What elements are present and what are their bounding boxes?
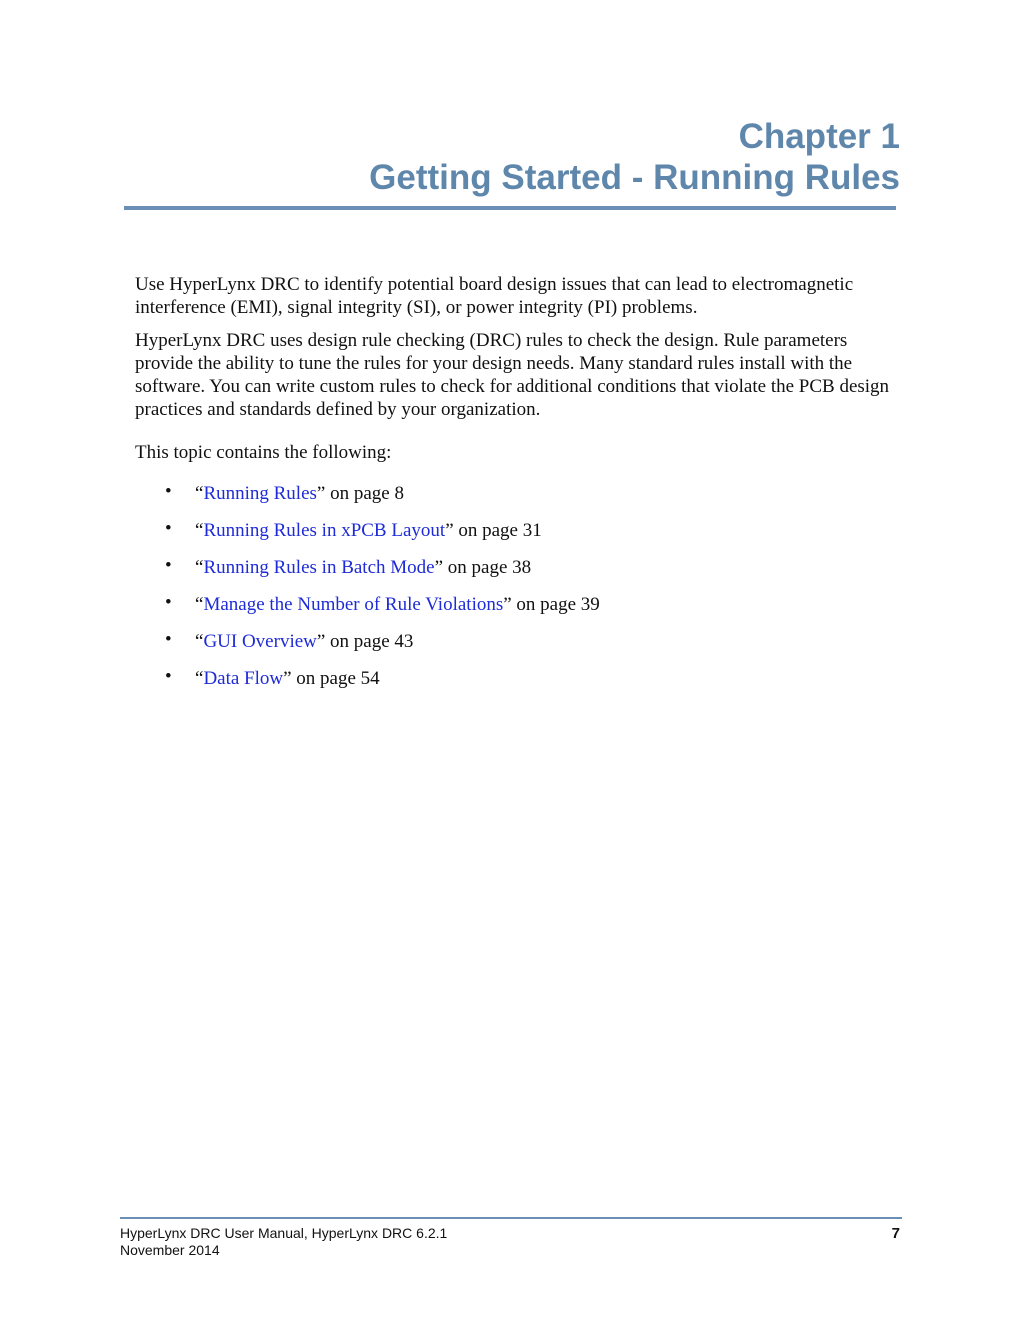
drc-paragraph: HyperLynx DRC uses design rule checking (DRC) rules to check the design. Rule parameters provide the ability to tune the rules for your design needs. Many standard rules install with the software. You can write custom rules to check for additional conditions that violate the PCB design practices and standards defined by your organization.: [135, 330, 890, 420]
page-reference: ” on page 31: [445, 520, 542, 541]
list-item: [135, 630, 905, 667]
bullet-icon: •: [165, 666, 172, 687]
list-item: [135, 667, 905, 704]
page-reference: ” on page 43: [316, 631, 414, 652]
list-item: [135, 593, 905, 630]
chapter-body: [135, 273, 905, 704]
footer-divider: [120, 1217, 902, 1219]
link-data-flow[interactable]: Data Flow: [203, 668, 284, 689]
link-running-rules-xpcb[interactable]: Running Rules in xPCB Layout: [203, 520, 446, 541]
chapter-heading: [120, 116, 900, 198]
list-item: [135, 519, 905, 556]
bullet-icon: •: [165, 592, 172, 613]
link-running-rules[interactable]: Running Rules: [203, 483, 317, 504]
open-quote: “: [195, 557, 204, 578]
link-running-rules-batch[interactable]: Running Rules in Batch Mode: [203, 557, 435, 578]
bullet-icon: •: [165, 555, 172, 576]
open-quote: “: [195, 668, 204, 689]
chapter-divider: [124, 206, 896, 210]
bullet-icon: •: [165, 629, 172, 650]
link-manage-violations[interactable]: Manage the Number of Rule Violations: [203, 594, 504, 615]
topics-intro: This topic contains the following:: [135, 442, 392, 463]
link-gui-overview[interactable]: GUI Overview: [203, 631, 317, 652]
list-item: [135, 556, 905, 593]
bullet-icon: •: [165, 481, 172, 502]
intro-paragraph: Use HyperLynx DRC to identify potential board design issues that can lead to electromagnetic interference (EMI), signal integrity (SI), or power integrity (PI) problems.: [135, 274, 854, 318]
footer-manual-title: HyperLynx DRC User Manual, HyperLynx DRC 6.2.1: [120, 1225, 448, 1241]
open-quote: “: [195, 594, 204, 615]
chapter-title: Getting Started - Running Rules: [369, 158, 900, 197]
open-quote: “: [195, 520, 204, 541]
bullet-icon: •: [165, 518, 172, 539]
list-item: [135, 482, 905, 519]
footer-info: [120, 1225, 447, 1259]
open-quote: “: [195, 483, 204, 504]
topic-list: [135, 482, 905, 704]
page-reference: ” on page 38: [434, 557, 532, 578]
chapter-number: Chapter 1: [738, 117, 900, 156]
open-quote: “: [195, 631, 204, 652]
page-reference: ” on page 54: [283, 668, 380, 689]
page-reference: ” on page 8: [316, 483, 404, 504]
page-number: 7: [891, 1225, 900, 1242]
footer-date: November 2014: [120, 1242, 220, 1258]
page-reference: ” on page 39: [503, 594, 600, 615]
